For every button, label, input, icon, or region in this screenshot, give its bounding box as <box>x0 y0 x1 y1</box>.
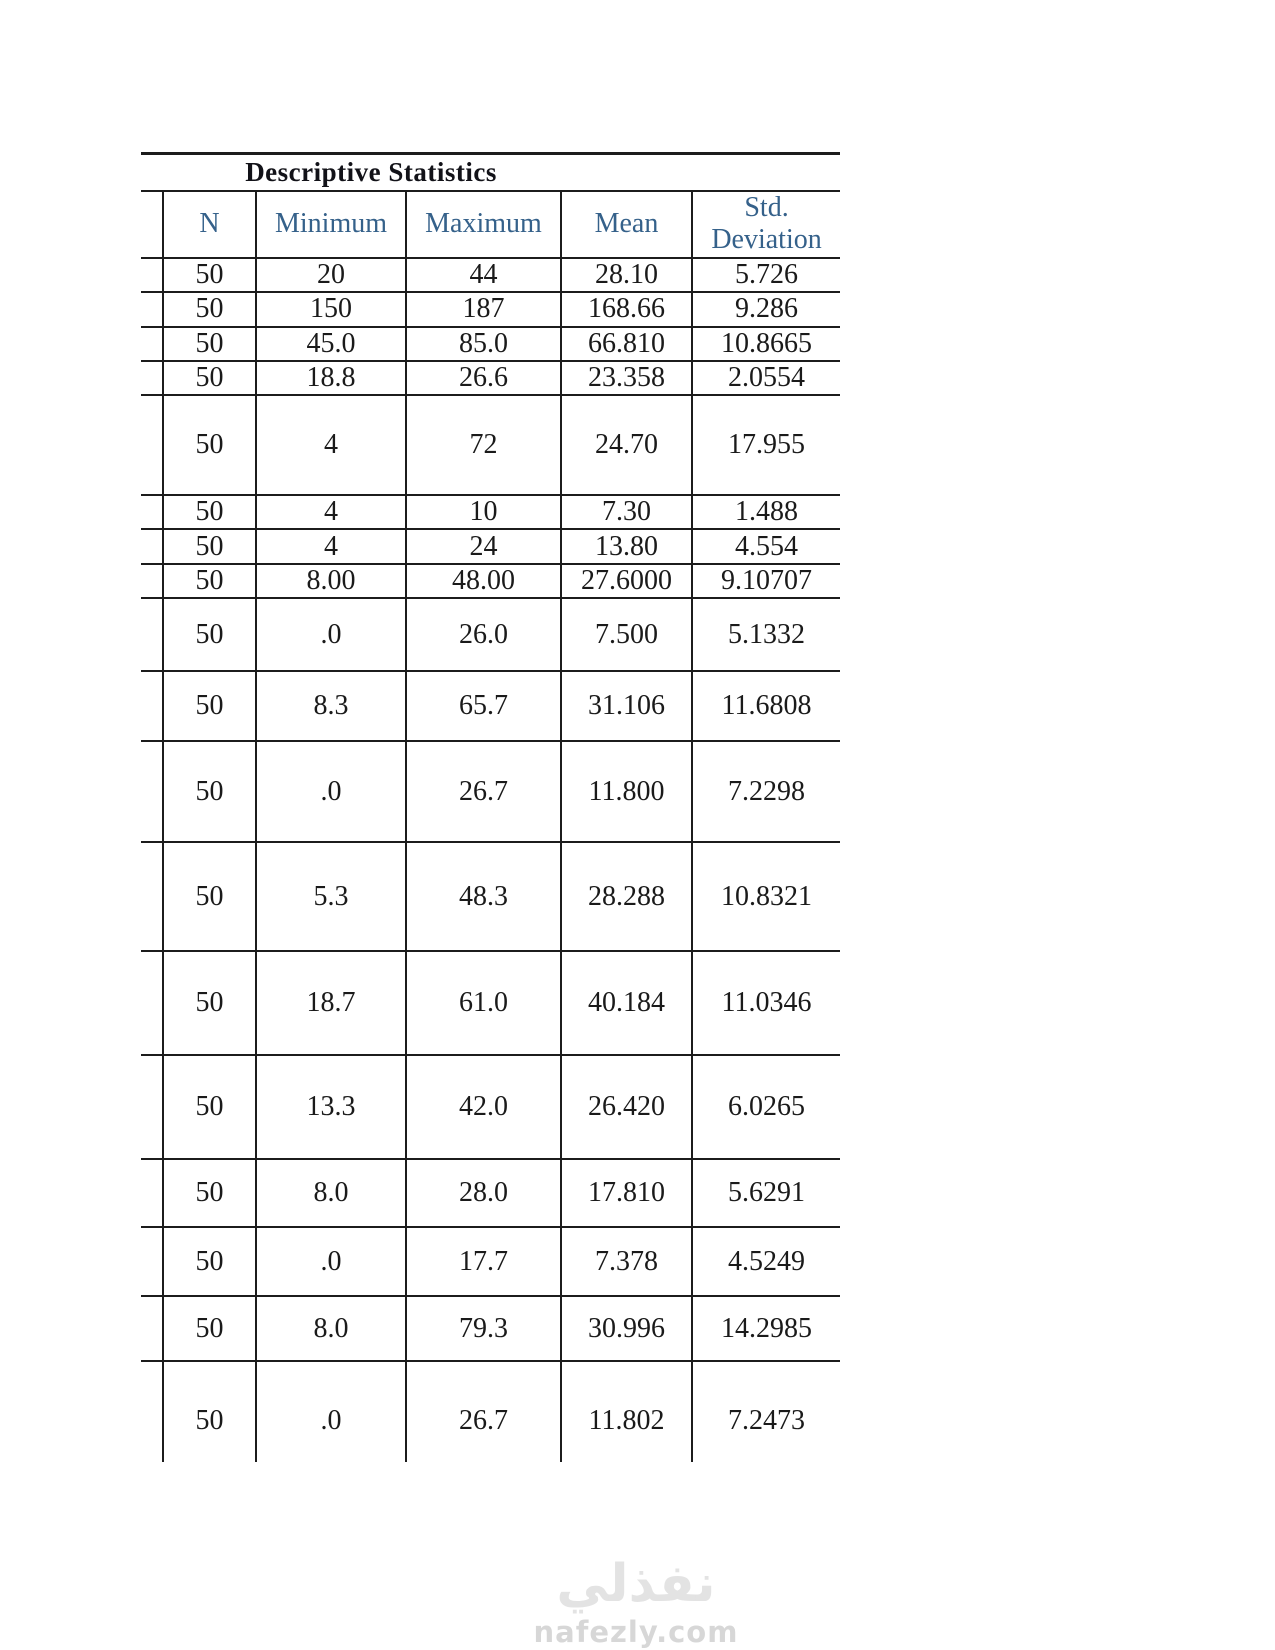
cell-mean: 11.802 <box>561 1361 692 1462</box>
row-label-stub <box>141 1227 163 1296</box>
cell-mean: 40.184 <box>561 951 692 1055</box>
cell-std-deviation: 17.955 <box>692 395 840 495</box>
cell-n: 50 <box>163 292 256 327</box>
cell-maximum: 187 <box>406 292 561 327</box>
cell-std-deviation: 1.488 <box>692 495 840 529</box>
cell-n: 50 <box>163 1159 256 1227</box>
table-header-row <box>141 191 840 258</box>
cell-maximum: 17.7 <box>406 1227 561 1296</box>
cell-maximum: 48.3 <box>406 842 561 951</box>
column-header-mean: Mean <box>561 191 692 258</box>
cell-n: 50 <box>163 951 256 1055</box>
cell-minimum: 45.0 <box>256 327 406 361</box>
cell-n: 50 <box>163 741 256 842</box>
cell-std-deviation: 6.0265 <box>692 1055 840 1159</box>
cell-minimum: 4 <box>256 395 406 495</box>
cell-maximum: 42.0 <box>406 1055 561 1159</box>
cell-n: 50 <box>163 1296 256 1361</box>
table-row <box>141 529 840 564</box>
row-label-stub <box>141 361 163 395</box>
cell-mean: 26.420 <box>561 1055 692 1159</box>
cell-mean: 66.810 <box>561 327 692 361</box>
row-label-stub <box>141 292 163 327</box>
cell-minimum: 18.7 <box>256 951 406 1055</box>
row-label-stub <box>141 495 163 529</box>
cell-maximum: 26.7 <box>406 1361 561 1462</box>
cell-n: 50 <box>163 564 256 598</box>
cell-mean: 27.6000 <box>561 564 692 598</box>
cell-minimum: 4 <box>256 529 406 564</box>
column-header-minimum: Minimum <box>256 191 406 258</box>
cell-maximum: 72 <box>406 395 561 495</box>
cell-mean: 7.500 <box>561 598 692 671</box>
cell-n: 50 <box>163 1055 256 1159</box>
cell-maximum: 44 <box>406 258 561 292</box>
cell-n: 50 <box>163 395 256 495</box>
table-row <box>141 951 840 1055</box>
watermark <box>534 1556 739 1649</box>
cell-std-deviation: 10.8321 <box>692 842 840 951</box>
row-label-stub <box>141 741 163 842</box>
table-title-row <box>141 154 840 191</box>
cell-maximum: 61.0 <box>406 951 561 1055</box>
cell-minimum: .0 <box>256 1361 406 1462</box>
cell-mean: 24.70 <box>561 395 692 495</box>
table-row <box>141 1296 840 1361</box>
row-label-stub <box>141 842 163 951</box>
table-row <box>141 327 840 361</box>
table-row <box>141 671 840 741</box>
cell-mean: 28.10 <box>561 258 692 292</box>
cell-mean: 7.30 <box>561 495 692 529</box>
cell-minimum: 150 <box>256 292 406 327</box>
row-label-stub <box>141 951 163 1055</box>
cell-minimum: 8.3 <box>256 671 406 741</box>
row-label-stub <box>141 1361 163 1462</box>
cell-minimum: 13.3 <box>256 1055 406 1159</box>
cell-n: 50 <box>163 1227 256 1296</box>
cell-std-deviation: 11.6808 <box>692 671 840 741</box>
cell-maximum: 65.7 <box>406 671 561 741</box>
cell-minimum: 18.8 <box>256 361 406 395</box>
cell-mean: 7.378 <box>561 1227 692 1296</box>
column-header-std-deviation: Std. Deviation <box>692 191 840 258</box>
cell-n: 50 <box>163 598 256 671</box>
cell-n: 50 <box>163 529 256 564</box>
cell-std-deviation: 5.726 <box>692 258 840 292</box>
cell-mean: 23.358 <box>561 361 692 395</box>
table-row <box>141 741 840 842</box>
row-label-stub <box>141 1159 163 1227</box>
cell-std-deviation: 2.0554 <box>692 361 840 395</box>
row-label-stub <box>141 258 163 292</box>
table-row <box>141 1227 840 1296</box>
nafezly-logo: نفذلي <box>556 1554 716 1614</box>
table-row <box>141 258 840 292</box>
column-header-n: N <box>163 191 256 258</box>
table-row <box>141 395 840 495</box>
table-row <box>141 292 840 327</box>
table-row <box>141 564 840 598</box>
cell-n: 50 <box>163 1361 256 1462</box>
table-row <box>141 842 840 951</box>
row-label-stub <box>141 671 163 741</box>
cell-minimum: 8.00 <box>256 564 406 598</box>
cell-minimum: 8.0 <box>256 1296 406 1361</box>
column-header-maximum: Maximum <box>406 191 561 258</box>
watermark-site-text: nafezly.com <box>533 1615 739 1650</box>
cell-std-deviation: 10.8665 <box>692 327 840 361</box>
cell-maximum: 26.7 <box>406 741 561 842</box>
table-row <box>141 495 840 529</box>
table-row <box>141 361 840 395</box>
cell-maximum: 48.00 <box>406 564 561 598</box>
cell-mean: 17.810 <box>561 1159 692 1227</box>
cell-minimum: 4 <box>256 495 406 529</box>
cell-n: 50 <box>163 842 256 951</box>
cell-minimum: .0 <box>256 741 406 842</box>
cell-std-deviation: 7.2473 <box>692 1361 840 1462</box>
cell-maximum: 26.0 <box>406 598 561 671</box>
cell-maximum: 10 <box>406 495 561 529</box>
row-label-stub <box>141 598 163 671</box>
row-label-stub <box>141 327 163 361</box>
cell-std-deviation: 5.6291 <box>692 1159 840 1227</box>
cell-maximum: 85.0 <box>406 327 561 361</box>
cell-std-deviation: 14.2985 <box>692 1296 840 1361</box>
cell-mean: 168.66 <box>561 292 692 327</box>
table-title: Descriptive Statistics <box>141 154 840 191</box>
cell-minimum: 5.3 <box>256 842 406 951</box>
cell-minimum: 8.0 <box>256 1159 406 1227</box>
table-row <box>141 1361 840 1462</box>
cell-minimum: .0 <box>256 598 406 671</box>
table-row <box>141 1055 840 1159</box>
table-row <box>141 1159 840 1227</box>
table-body <box>141 258 840 1463</box>
table-clip-region <box>141 152 840 1462</box>
cell-n: 50 <box>163 671 256 741</box>
row-label-column-header <box>141 191 163 258</box>
row-label-stub <box>141 1055 163 1159</box>
cell-n: 50 <box>163 495 256 529</box>
cell-maximum: 26.6 <box>406 361 561 395</box>
cell-maximum: 24 <box>406 529 561 564</box>
cell-std-deviation: 4.554 <box>692 529 840 564</box>
cell-std-deviation: 5.1332 <box>692 598 840 671</box>
cell-n: 50 <box>163 258 256 292</box>
cell-maximum: 28.0 <box>406 1159 561 1227</box>
cell-minimum: 20 <box>256 258 406 292</box>
cell-std-deviation: 7.2298 <box>692 741 840 842</box>
descriptive-statistics-table <box>141 152 840 1462</box>
cell-std-deviation: 4.5249 <box>692 1227 840 1296</box>
cell-minimum: .0 <box>256 1227 406 1296</box>
cell-mean: 31.106 <box>561 671 692 741</box>
row-label-stub <box>141 564 163 598</box>
row-label-stub <box>141 1296 163 1361</box>
cell-std-deviation: 11.0346 <box>692 951 840 1055</box>
table-row <box>141 598 840 671</box>
cell-mean: 11.800 <box>561 741 692 842</box>
cell-n: 50 <box>163 361 256 395</box>
cell-n: 50 <box>163 327 256 361</box>
cell-mean: 28.288 <box>561 842 692 951</box>
row-label-stub <box>141 529 163 564</box>
cell-mean: 13.80 <box>561 529 692 564</box>
cell-std-deviation: 9.10707 <box>692 564 840 598</box>
cell-maximum: 79.3 <box>406 1296 561 1361</box>
cell-mean: 30.996 <box>561 1296 692 1361</box>
row-label-stub <box>141 395 163 495</box>
cell-std-deviation: 9.286 <box>692 292 840 327</box>
